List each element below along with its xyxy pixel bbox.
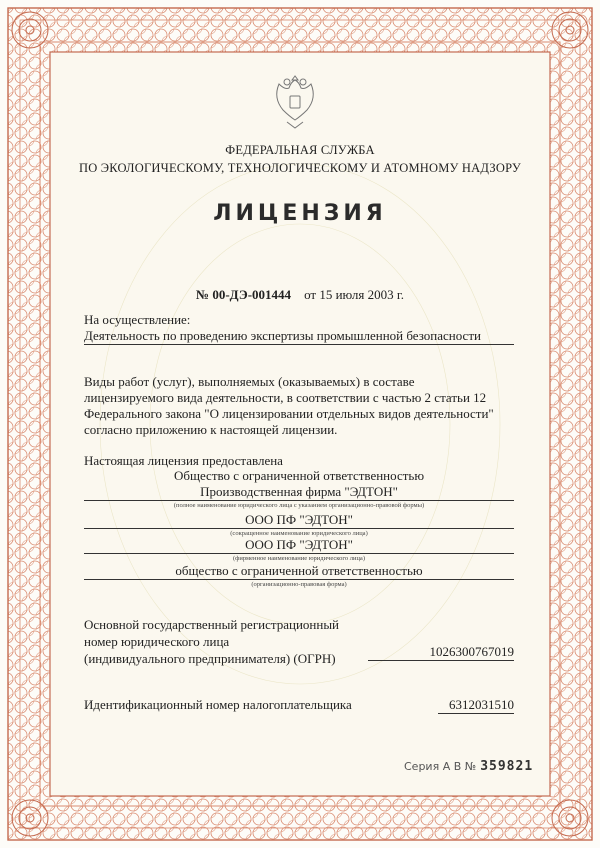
purpose-label: На осуществление: [84, 312, 191, 327]
short-name-caption: (сокращенное наименование юридического лица) [230, 530, 368, 537]
series-number: 359821 [480, 759, 534, 774]
works-line1: Виды работ (услуг), выполняемых (оказываемых) в составе [84, 374, 415, 389]
legal-form-caption: (организационно-правовая форма) [251, 581, 347, 588]
agency-name-line2: ПО ЭКОЛОГИЧЕСКОМУ, ТЕХНОЛОГИЧЕСКОМУ И АТОМНОМУ НАДЗОРУ [79, 161, 521, 175]
inn-label: Идентификационный номер налогоплательщика [84, 697, 352, 712]
holder-legal-form: общество с ограниченной ответственностью [84, 563, 514, 580]
license-number-line [0, 287, 600, 303]
works-line4: согласно приложению к настоящей лицензии. [84, 422, 338, 437]
ogrn-value: 1026300767019 [368, 644, 514, 661]
firm-name-caption: (фирменное наименование юридического лица) [233, 555, 365, 562]
series-label: Серия А В № [404, 760, 477, 773]
inn-value: 6312031510 [438, 697, 514, 714]
holder-short-name: ООО ПФ "ЭДТОН" [84, 512, 514, 529]
license-number: № 00-ДЭ-001444 [196, 287, 292, 302]
works-line2: лицензируемого вида деятельности, в соответствии с частью 2 статьи 12 [84, 390, 487, 405]
holder-firm-name: ООО ПФ "ЭДТОН" [84, 537, 514, 554]
agency-name-line1: ФЕДЕРАЛЬНАЯ СЛУЖБА [225, 143, 375, 157]
ogrn-label-line1: Основной государственный регистрационный [84, 617, 340, 632]
full-name-caption: (полное наименование юридического лица с указанием организационно-правовой формы) [173, 502, 425, 509]
license-date: от 15 июля 2003 г. [304, 287, 404, 302]
ogrn-label-line3: (индивидуального предпринимателя) (ОГРН) [84, 651, 336, 666]
purpose-value: Деятельность по проведению экспертизы промышленной безопасности [84, 328, 514, 345]
series-block [404, 757, 533, 775]
ogrn-label-line2: номер юридического лица [84, 634, 230, 649]
holder-full-name-2: Производственная фирма "ЭДТОН" [84, 484, 514, 501]
works-line3: Федерального закона "О лицензировании отдельных видов деятельности" [84, 406, 494, 421]
coat-of-arms-icon [267, 70, 323, 132]
document-title: ЛИЦЕНЗИЯ [213, 201, 387, 226]
holder-intro: Настоящая лицензия предоставлена [84, 453, 283, 468]
holder-full-name-1: Общество с ограниченной ответственностью [173, 468, 425, 483]
